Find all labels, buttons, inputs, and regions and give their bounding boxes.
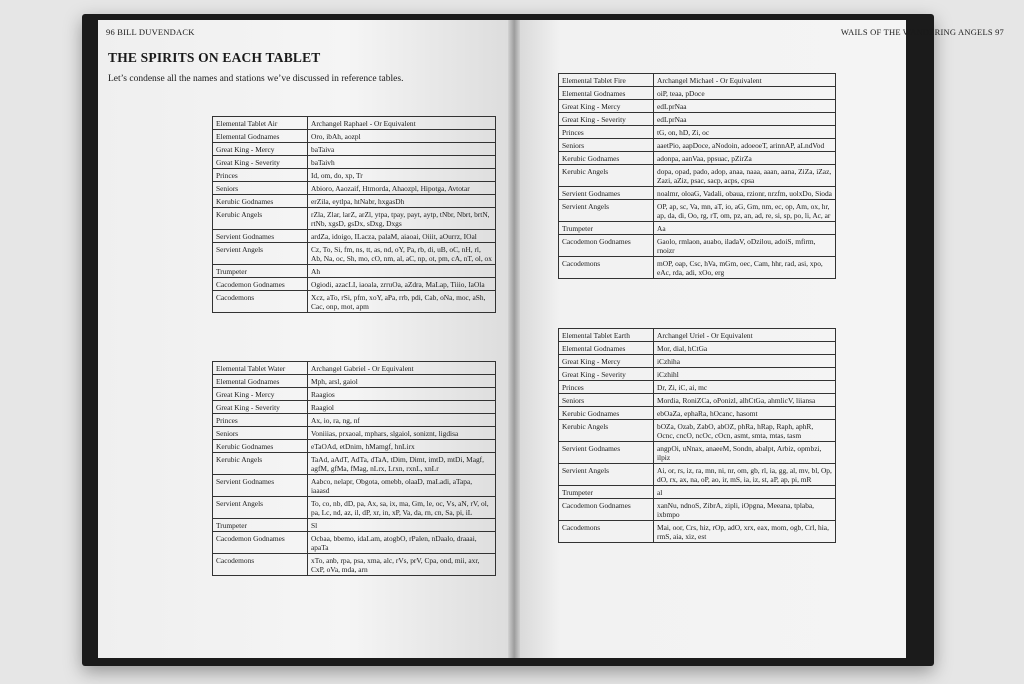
table-row — [559, 100, 836, 113]
row-value: tG, on, hD, Zi, oc — [654, 126, 836, 139]
table-row — [213, 554, 496, 576]
row-label: Seniors — [559, 394, 654, 407]
row-label: Servient Godnames — [559, 187, 654, 200]
row-label: Kerubic Godnames — [213, 440, 308, 453]
table-row — [213, 440, 496, 453]
row-label: Trumpeter — [559, 486, 654, 499]
row-value: Mordia, RoniZCa, oPonizl, alhCtGa, ahmlicV, liiansa — [654, 394, 836, 407]
table-earth — [558, 328, 836, 543]
row-label: Elemental Tablet Earth — [559, 329, 654, 342]
right-running-head: WAILS OF THE WANDERING ANGELS 97 — [840, 27, 1004, 37]
row-value: Ah — [308, 265, 496, 278]
row-label: Trumpeter — [559, 222, 654, 235]
row-label: Cacodemon Godnames — [213, 278, 308, 291]
row-value: Mai, oor, Crs, hiz, rOp, adO, xrx, eax, mom, ogb, Crl, hia, rmS, aia, xiz, est — [654, 521, 836, 543]
table-row — [559, 442, 836, 464]
row-label: Servient Angels — [213, 497, 308, 519]
table-row — [559, 235, 836, 257]
row-value: Aabco, nelapr, Obgota, omebb, olaaD, maLadi, aTapa, iaaasd — [308, 475, 496, 497]
row-value: iCzhiha — [654, 355, 836, 368]
row-value: Ai, or, rs, iz, ra, mn, ni, nr, om, gb, rl, ia, gg, al, mv, bl, Op, dO, rx, ax, na, oP, ao, ir, mS, ia, iz, st, aP, ap, pi, mR — [654, 464, 836, 486]
row-value: angpOi, uNnax, anaeeM, Sondn, abalpt, Arbiz, opmbzi, ilpiz — [654, 442, 836, 464]
row-value: Archangel Uriel - Or Equivalent — [654, 329, 836, 342]
row-value: edLprNaa — [654, 113, 836, 126]
row-label: Elemental Godnames — [213, 375, 308, 388]
row-value: OP, ap, sc, Va, mn, aT, io, aG, Gm, nm, ec, op, Am, ox, hr, ap, da, di, Oo, rg, rT, om, pz, an, ad, re, si, sp, po, li, Ac, ar — [654, 200, 836, 222]
row-label: Cacodemon Godnames — [559, 235, 654, 257]
table-row — [559, 394, 836, 407]
row-label: Elemental Godnames — [559, 87, 654, 100]
row-label: Great King - Mercy — [559, 100, 654, 113]
row-value: Mor, dial, hCtGa — [654, 342, 836, 355]
section-title: THE SPIRITS ON EACH TABLET — [108, 50, 321, 65]
row-value: Xcz, aTo, rSi, pfm, xoY, aPa, rrb, pdi, Cab, oNa, moc, aSh, Cac, onp, mot, apm — [308, 291, 496, 313]
row-label: Cacodemon Godnames — [213, 532, 308, 554]
row-label: Princes — [213, 169, 308, 182]
row-value: dopa, opad, pado, adop, anaa, naaa, aaan, aana, ZiZa, iZaz, Zazi, aZiz, psac, sacp, acps, cpsa — [654, 165, 836, 187]
table-row — [213, 265, 496, 278]
table-row — [559, 420, 836, 442]
row-value: Abioro, Aaozaif, Htmorda, Ahaozpl, Hipotga, Avtotar — [308, 182, 496, 195]
row-value: Archangel Michael - Or Equivalent — [654, 74, 836, 87]
row-label: Kerubic Godnames — [559, 407, 654, 420]
row-value: Gaolo, rmlaon, auabo, iladaV, oDzilou, adoiS, mfirm, rnoizr — [654, 235, 836, 257]
table-row — [213, 195, 496, 208]
row-label: Elemental Tablet Air — [213, 117, 308, 130]
table-header-row — [213, 362, 496, 375]
row-label: Seniors — [213, 182, 308, 195]
table-row — [559, 139, 836, 152]
table-row — [213, 230, 496, 243]
row-label: Great King - Severity — [559, 368, 654, 381]
row-label: Servient Angels — [559, 200, 654, 222]
row-label: Great King - Severity — [213, 156, 308, 169]
row-label: Seniors — [213, 427, 308, 440]
table-row — [559, 486, 836, 499]
row-label: Great King - Mercy — [213, 143, 308, 156]
row-label: Kerubic Godnames — [559, 152, 654, 165]
table-header-row — [559, 74, 836, 87]
row-value: Sl — [308, 519, 496, 532]
row-value: Ogiodi, azacLI, iaoala, zrruOa, aZdra, MaLap, Tiiio, IaOla — [308, 278, 496, 291]
row-label: Kerubic Angels — [213, 453, 308, 475]
row-label: Cacodemons — [559, 521, 654, 543]
row-label: Servient Godnames — [213, 475, 308, 497]
row-value: Raagiol — [308, 401, 496, 414]
intro-text: Let’s condense all the names and stations we’ve discussed in reference tables. — [108, 74, 404, 84]
table-row — [559, 464, 836, 486]
row-value: mOP, oap, Csc, hVa, mGm, oec, Cam, hhr, rad, asi, xpo, eAc, rda, adi, xOo, erg — [654, 257, 836, 279]
table-row — [213, 475, 496, 497]
row-label: Cacodemons — [213, 554, 308, 576]
table-row — [559, 200, 836, 222]
row-value: Cz, To, Si, fm, ns, tt, as, nd, oY, Pa, rb, di, uB, oC, nH, rl, Ab, Na, oc, Sh, mo, cO, nm, al, aC, np, ot, pm, cA, nT, ol, ox — [308, 243, 496, 265]
table-row — [559, 342, 836, 355]
table-water — [212, 361, 496, 576]
table-row — [559, 257, 836, 279]
row-value: Aa — [654, 222, 836, 235]
row-value: erZila, eytlpa, htNabr, hxgasDh — [308, 195, 496, 208]
table-row — [213, 130, 496, 143]
row-label: Elemental Tablet Water — [213, 362, 308, 375]
row-value: eTaOAd, etDnim, hMamgf, hnLirx — [308, 440, 496, 453]
row-value: Id, om, do, xp, Tr — [308, 169, 496, 182]
book-gutter — [508, 20, 520, 658]
table-row — [213, 291, 496, 313]
table-row — [559, 126, 836, 139]
table-row — [213, 375, 496, 388]
row-label: Servient Godnames — [213, 230, 308, 243]
row-label: Kerubic Angels — [559, 420, 654, 442]
row-value: ardZa, idoigo, ILacza, palaM, aiaoai, Oiiit, aOurrz, IOal — [308, 230, 496, 243]
row-label: Great King - Severity — [559, 113, 654, 126]
row-value: Archangel Raphael - Or Equivalent — [308, 117, 496, 130]
row-label: Princes — [559, 126, 654, 139]
row-label: Elemental Tablet Fire — [559, 74, 654, 87]
row-value: aaetPio, aapDoce, aNodoin, adoeoeT, arinnAP, aLndVod — [654, 139, 836, 152]
row-value: rZla, Zlar, larZ, arZl, ytpa, tpay, payt, aytp, tNbr, Nbrt, brtN, rtNb, xgsD, gsDx, sDxg, Dxgs — [308, 208, 496, 230]
row-label: Servient Angels — [213, 243, 308, 265]
table-header-row — [559, 329, 836, 342]
table-row — [559, 381, 836, 394]
row-value: noalmr, oloaG, Vadali, obaua, rzionr, nrzfm, uolxDo, Sioda — [654, 187, 836, 200]
row-label: Princes — [559, 381, 654, 394]
row-value: baTaiva — [308, 143, 496, 156]
row-label: Servient Angels — [559, 464, 654, 486]
row-value: Dr, Zi, iC, ai, mc — [654, 381, 836, 394]
row-value: Ocbaa, bbemo, idaLam, atogbO, rPalen, nDaalo, draaai, apaTa — [308, 532, 496, 554]
table-row — [213, 182, 496, 195]
row-value: Archangel Gabriel - Or Equivalent — [308, 362, 496, 375]
row-value: To, co, nb, dD, pa, Ax, sa, ix, ma, Gm, le, oc, Vs, aN, rV, ol, pa, Lc, nd, az, il, dP, xr, in, xP, Va, da, rn, cn, Sa, pi, iL — [308, 497, 496, 519]
row-value: oiP, teaa, pDoce — [654, 87, 836, 100]
table-row — [559, 113, 836, 126]
table-row — [213, 143, 496, 156]
row-value: Oro, ibAh, aozpl — [308, 130, 496, 143]
table-row — [213, 388, 496, 401]
table-air — [212, 116, 496, 313]
row-label: Kerubic Godnames — [213, 195, 308, 208]
row-value: xanNu, ndnoS, ZibrA, zipli, iOpgna, Meeana, tplaba, ixbmpo — [654, 499, 836, 521]
row-value: bOZa, Ozab, ZabO, abOZ, phRa, hRap, Raph, aphR, Ocnc, cncO, ncOc, cOcn, asmt, smta, mtas, tasm — [654, 420, 836, 442]
table-row — [213, 401, 496, 414]
table-row — [559, 222, 836, 235]
row-label: Elemental Godnames — [213, 130, 308, 143]
table-row — [559, 355, 836, 368]
table-row — [559, 407, 836, 420]
row-value: Ax, io, ra, ng, nf — [308, 414, 496, 427]
left-running-head: 96 BILL DUVENDACK — [106, 27, 195, 37]
row-value: baTaivh — [308, 156, 496, 169]
row-label: Great King - Mercy — [213, 388, 308, 401]
row-value: xTo, anb, rpa, psa, xma, alc, rVs, prV, Cpa, ond, mii, axr, CxP, oVa, mda, arn — [308, 554, 496, 576]
table-header-row — [213, 117, 496, 130]
row-label: Cacodemons — [213, 291, 308, 313]
row-label: Servient Godnames — [559, 442, 654, 464]
table-row — [559, 521, 836, 543]
table-row — [213, 243, 496, 265]
table-row — [213, 519, 496, 532]
row-label: Seniors — [559, 139, 654, 152]
row-value: Raagios — [308, 388, 496, 401]
table-row — [559, 187, 836, 200]
row-label: Cacodemon Godnames — [559, 499, 654, 521]
table-row — [559, 152, 836, 165]
table-row — [559, 368, 836, 381]
table-row — [559, 499, 836, 521]
row-value: Voniiias, prxaoal, mphars, slgaiol, soniznt, ligdisa — [308, 427, 496, 440]
row-label: Great King - Mercy — [559, 355, 654, 368]
row-label: Elemental Godnames — [559, 342, 654, 355]
table-row — [213, 497, 496, 519]
table-row — [213, 427, 496, 440]
table-row — [213, 156, 496, 169]
row-label: Trumpeter — [213, 519, 308, 532]
row-value: Mph, arsl, gaiol — [308, 375, 496, 388]
table-fire — [558, 73, 836, 279]
row-label: Kerubic Angels — [559, 165, 654, 187]
row-value: iCzhihl — [654, 368, 836, 381]
row-value: al — [654, 486, 836, 499]
table-row — [213, 414, 496, 427]
table-row — [213, 208, 496, 230]
row-label: Great King - Severity — [213, 401, 308, 414]
table-row — [213, 169, 496, 182]
table-row — [213, 453, 496, 475]
row-value: adonpa, aanVaa, ppsuac, pZirZa — [654, 152, 836, 165]
table-row — [213, 278, 496, 291]
table-row — [213, 532, 496, 554]
row-label: Princes — [213, 414, 308, 427]
row-label: Trumpeter — [213, 265, 308, 278]
row-value: TaAd, aAdT, AdTa, dTaA, tDim, Dimt, imtD, mtDi, Magf, agfM, gfMa, fMag, nLrx, Lrxn, rxnL, xnLr — [308, 453, 496, 475]
table-row — [559, 87, 836, 100]
row-value: edLprNaa — [654, 100, 836, 113]
row-label: Kerubic Angels — [213, 208, 308, 230]
table-row — [559, 165, 836, 187]
row-value: ebOaZa, ephaRa, hOcanc, hasomt — [654, 407, 836, 420]
row-label: Cacodemons — [559, 257, 654, 279]
